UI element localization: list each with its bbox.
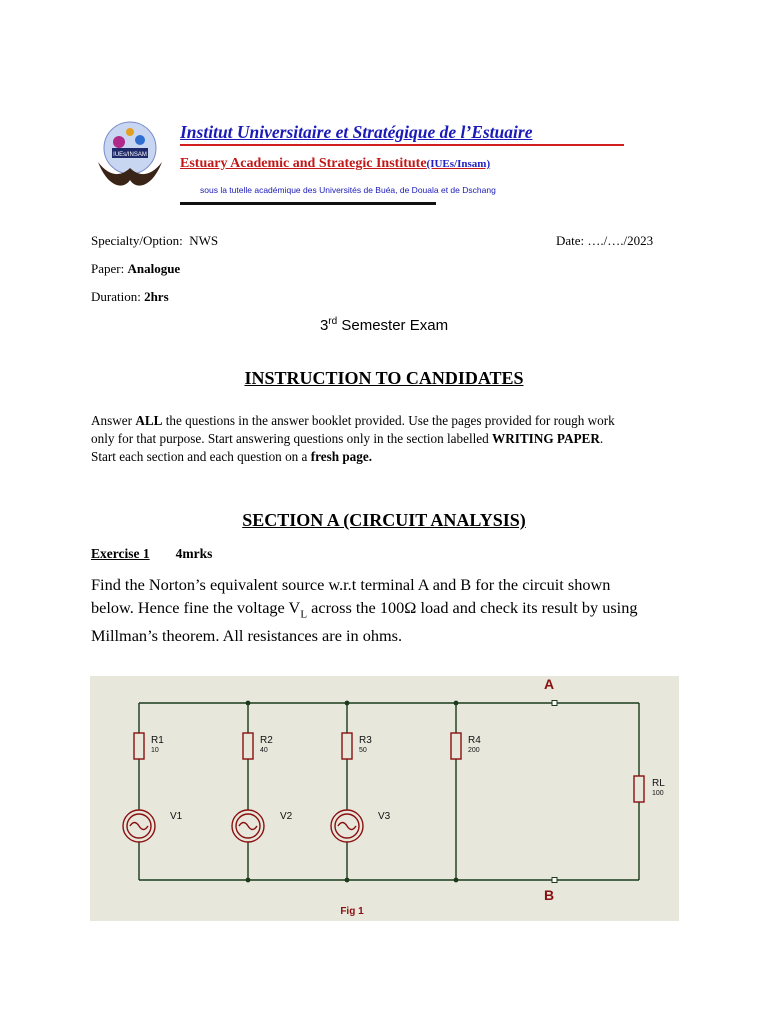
resistor-r3: [342, 733, 352, 759]
figure-caption: Fig 1: [340, 906, 364, 917]
r3-name: R3: [359, 735, 372, 746]
institute-name-en-text: Estuary Academic and Strategic Institute: [180, 156, 427, 171]
question-line-2-sub: L: [300, 607, 308, 620]
duration-label: Duration:: [91, 289, 141, 304]
rl-value: 100: [652, 790, 664, 797]
duration-line: [91, 289, 169, 305]
r2-name: R2: [260, 735, 273, 746]
circuit-diagram: [90, 676, 679, 921]
date-value: …./…./2023: [587, 233, 654, 248]
v2-name: V2: [280, 811, 293, 822]
institute-logo: [90, 118, 170, 194]
question-line-2: [91, 597, 681, 626]
institute-name-fr: Institut Universitaire et Stratégique de l’Estuaire: [180, 122, 533, 142]
resistor-rl: [634, 776, 644, 802]
terminal-a-label: A: [543, 676, 555, 692]
resistor-r2: [243, 733, 253, 759]
resistor-r1: [134, 733, 144, 759]
paper-value: Analogue: [127, 261, 181, 276]
resistor-r4: [451, 733, 461, 759]
instr-text-2: the questions in the answer booklet provided. Use the pages provided for rough work: [162, 413, 615, 428]
junction-dots: [246, 701, 459, 883]
specialty-line: [91, 233, 218, 249]
question-line-3: Millman’s theorem. All resistances are in ohms.: [91, 626, 403, 646]
r2-value: 40: [260, 747, 268, 754]
instr-text-4: Start each section and each question on a: [91, 449, 311, 464]
specialty-label: Specialty/Option:: [91, 233, 183, 248]
v1-name: V1: [170, 811, 183, 822]
terminal-a-node: [552, 701, 557, 706]
paper-line: [91, 261, 180, 277]
question-line-2a: below. Hence fine the voltage V: [91, 597, 301, 617]
section-heading: SECTION A (CIRCUIT ANALYSIS): [242, 510, 526, 530]
semester-ordinal: 3: [319, 317, 329, 334]
institute-name-en: [180, 156, 490, 172]
terminal-b-node: [552, 878, 557, 883]
ac-source-v3: [331, 810, 363, 842]
terminal-b-label: B: [543, 887, 555, 903]
r4-value: 200: [468, 747, 480, 754]
ac-source-v1: [123, 810, 155, 842]
exercise-marks: 4mrks: [175, 546, 213, 561]
institute-abbr: (IUEs/Insam): [426, 158, 491, 170]
circuit-wires: [139, 703, 639, 880]
instr-bold-writing: WRITING PAPER: [492, 431, 600, 446]
semester-title: [0, 316, 768, 334]
duration-value: 2hrs: [144, 289, 169, 304]
instr-text-1: Answer: [91, 413, 136, 428]
exercise-name: Exercise 1: [91, 546, 150, 561]
date-line: [556, 233, 653, 249]
r1-name: R1: [151, 735, 164, 746]
exercise-title: [91, 546, 212, 562]
tutelle-line: sous la tutelle académique des Universités de Buéa, de Douala et de Dschang: [200, 185, 496, 195]
instructions-paragraph: [91, 412, 679, 466]
logo-text: IUEs/INSAM: [113, 152, 147, 158]
semester-rest: Semester Exam: [341, 317, 449, 334]
circuit-figure: [90, 676, 679, 921]
header-red-rule: [180, 144, 624, 146]
rl-name: RL: [652, 778, 665, 789]
r3-value: 50: [359, 747, 367, 754]
instr-text-3: only for that purpose. Start answering questions only in the section labelled: [91, 431, 493, 446]
semester-suffix: rd: [328, 316, 338, 327]
v3-name: V3: [378, 811, 391, 822]
exercise-question: [91, 574, 681, 648]
question-line-2b: across the 100Ω load and check its result by using: [307, 597, 638, 617]
date-label: Date:: [556, 233, 585, 248]
r1-value: 10: [151, 747, 159, 754]
paper-label: Paper:: [91, 261, 125, 276]
instructions-heading: INSTRUCTION TO CANDIDATES: [244, 368, 524, 388]
question-line-1: Find the Norton’s equivalent source w.r.t terminal A and B for the circuit shown: [91, 575, 611, 594]
instr-text-3-end: .: [599, 431, 604, 446]
instr-bold-all: ALL: [135, 413, 163, 428]
ac-source-v2: [232, 810, 264, 842]
instr-bold-fresh: fresh page.: [310, 449, 373, 464]
specialty-value: NWS: [189, 233, 219, 248]
header-black-rule: [180, 202, 436, 205]
r4-name: R4: [468, 735, 481, 746]
